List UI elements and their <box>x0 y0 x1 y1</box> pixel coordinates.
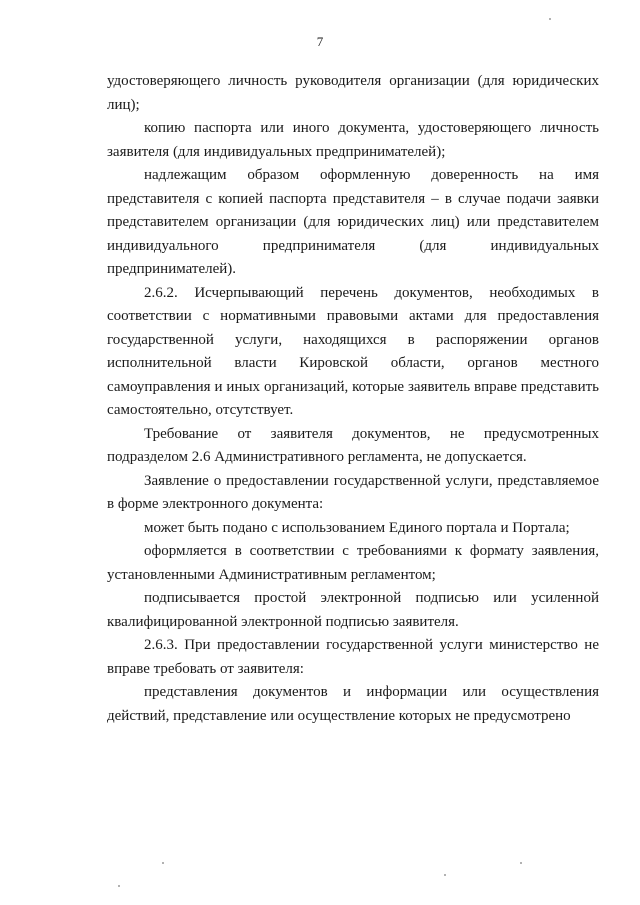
scan-speck <box>162 862 164 864</box>
paragraph: надлежащим образом оформленную доверенность на имя представителя с копией паспорта представителя – в случае подачи заявки представителем организации (для юридических лиц) или представителем индивидуального предпринимателя (для индивидуальных предпринимателей). <box>107 167 599 277</box>
page-number: 7 <box>316 34 324 49</box>
paragraph: представления документов и информации или осуществления действий, представление или осуществление которых не предусмотрено <box>107 684 599 724</box>
paragraph: может быть подано с использованием Единого портала и Портала; <box>144 519 570 536</box>
paragraph: копию паспорта или иного документа, удостоверяющего личность заявителя (для индивидуальных предпринимателей); <box>107 120 599 160</box>
paragraph: подписывается простой электронной подписью или усиленной квалифицированной электронной подписью заявителя. <box>107 590 599 630</box>
scan-speck <box>118 885 120 887</box>
document-body <box>107 70 599 728</box>
paragraph: 2.6.2. Исчерпывающий перечень документов, необходимых в соответствии с нормативными правовыми актами для предоставления государственной услуги, находящихся в распоряжении органов исполнительной власти Кировской области, органов местного самоуправления и иных организаций, которые заявитель вправе представить самостоятельно, отсутствует. <box>107 284 599 418</box>
paragraph: удостоверяющего личность руководителя организации (для юридических лиц); <box>107 73 599 113</box>
paragraph: оформляется в соответствии с требованиями к формату заявления, установленными Административным регламентом; <box>107 543 599 583</box>
scan-speck <box>520 862 522 864</box>
paragraph: 2.6.3. При предоставлении государственной услуги министерство не вправе требовать от заявителя: <box>107 637 599 677</box>
scan-speck <box>444 874 446 876</box>
paragraph: Заявление о предоставлении государственной услуги, представляемое в форме электронного документа: <box>107 472 599 512</box>
paragraph: Требование от заявителя документов, не предусмотренных подразделом 2.6 Административного регламента, не допускается. <box>107 425 599 465</box>
scan-speck <box>549 18 551 20</box>
